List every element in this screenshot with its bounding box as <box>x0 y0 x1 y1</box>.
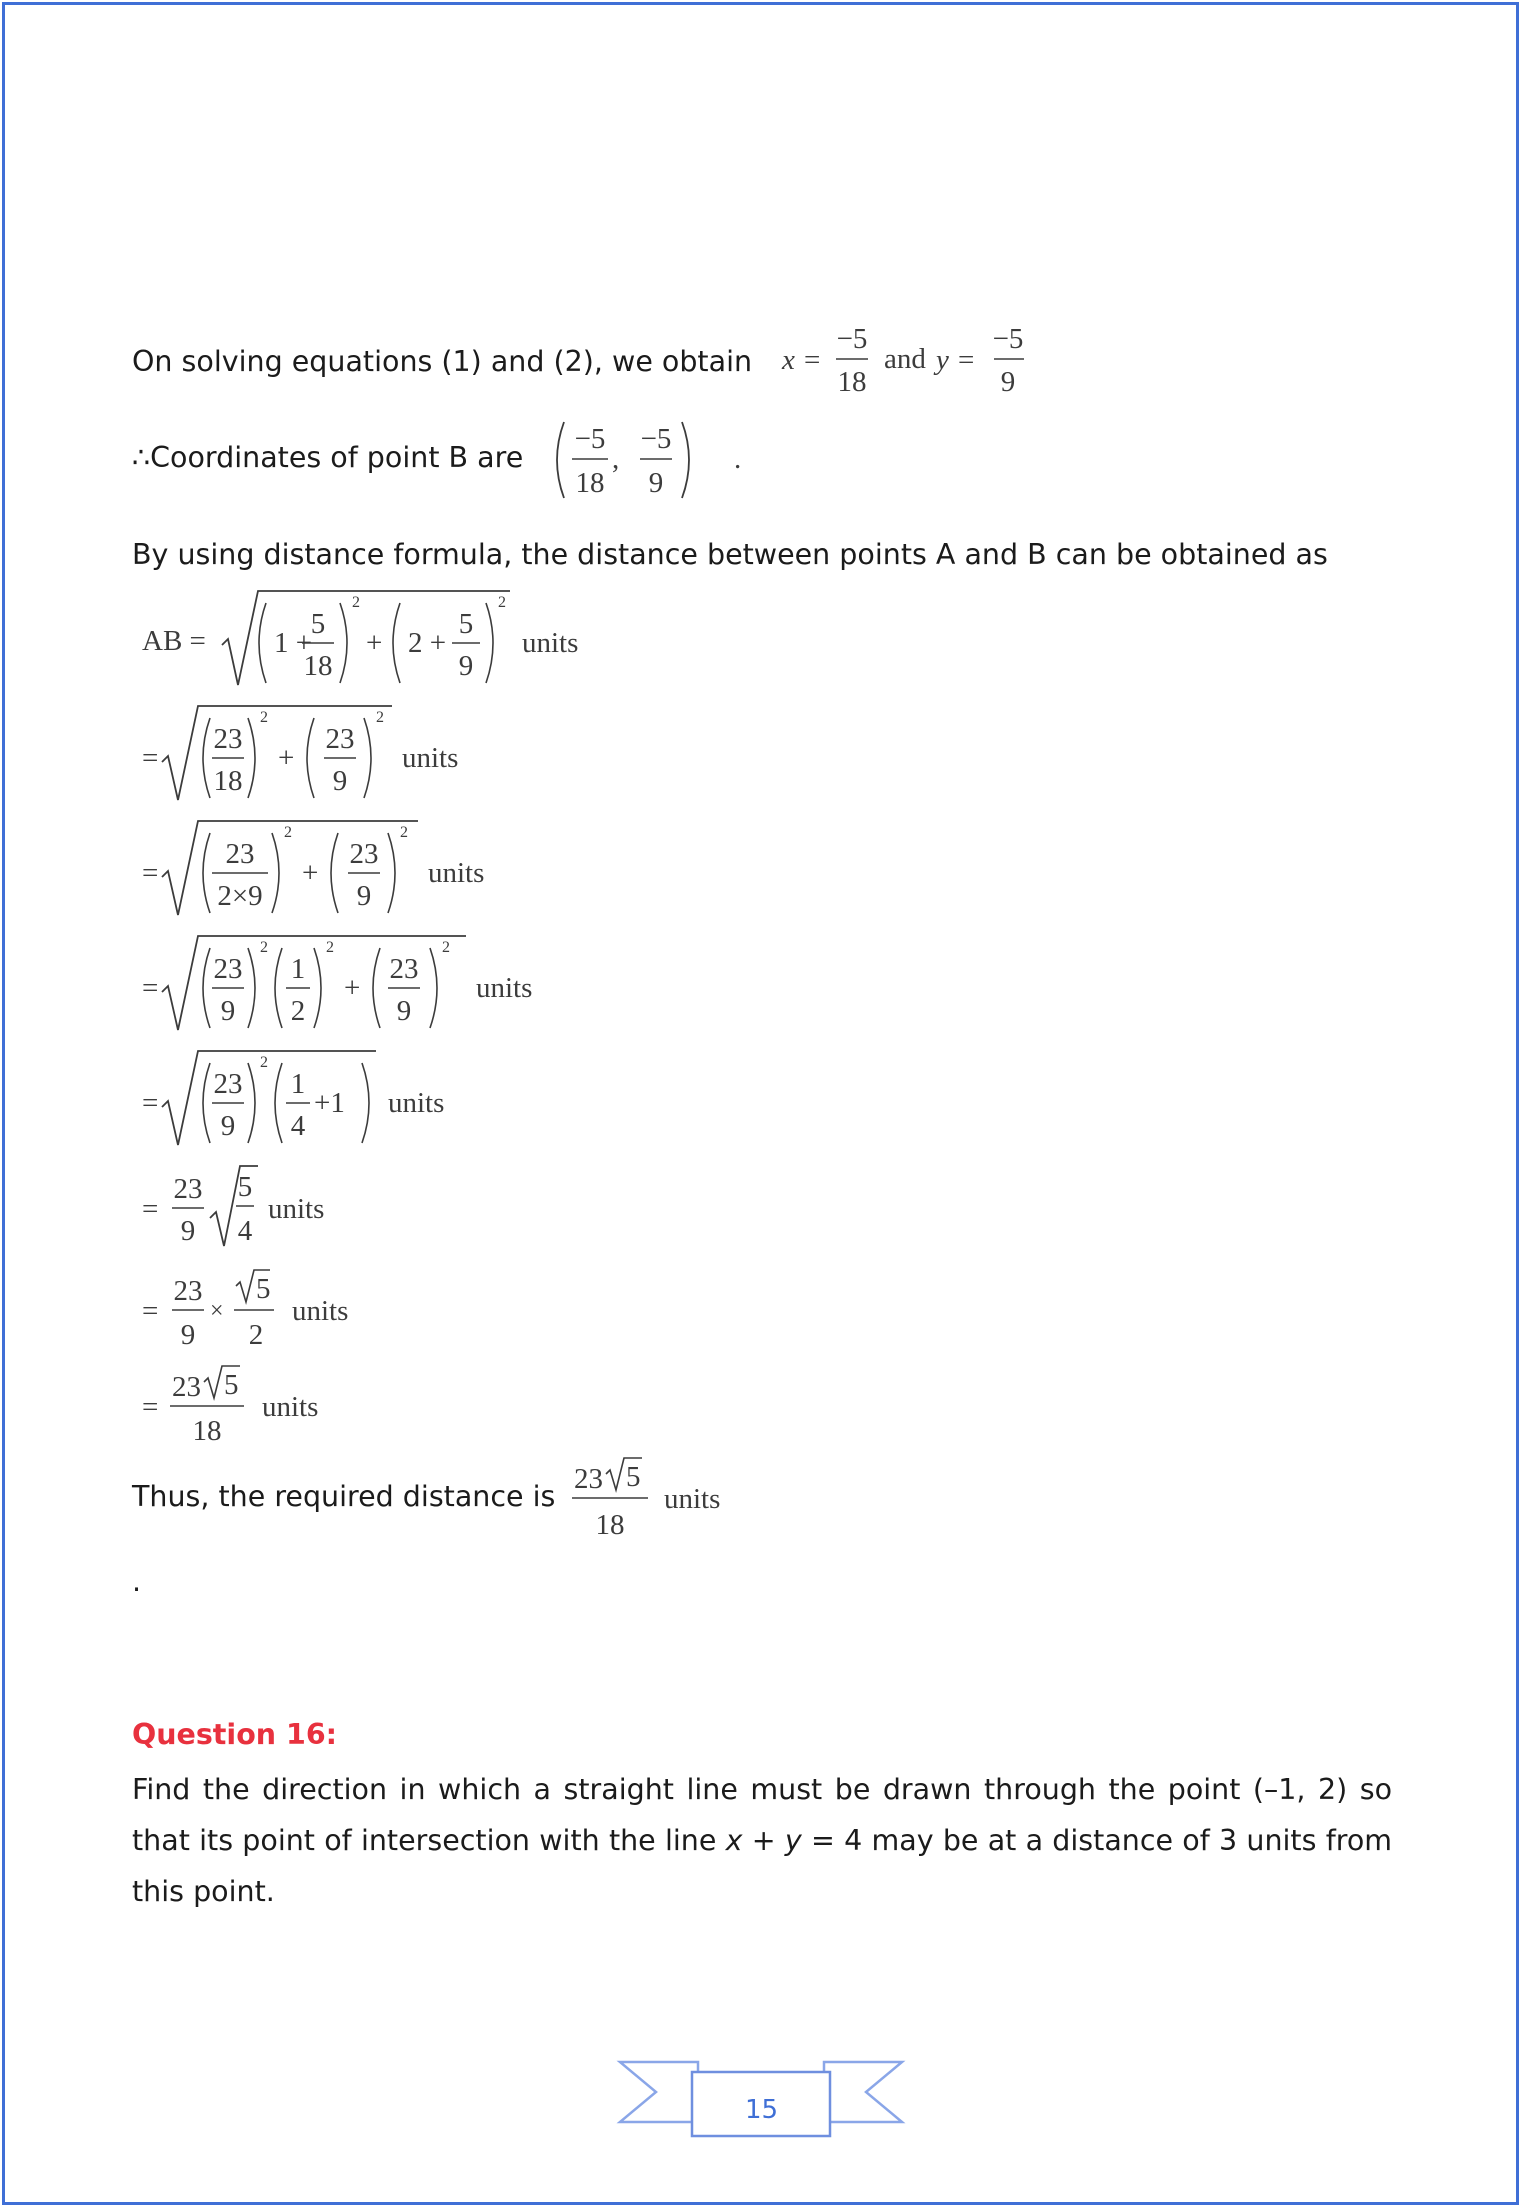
svg-text:23: 23 <box>574 1463 603 1495</box>
svg-text:=: = <box>142 1391 159 1423</box>
coordinates-text: ∴Coordinates of point B are <box>132 441 524 474</box>
svg-text:23: 23 <box>172 1371 201 1403</box>
svg-text:2: 2 <box>400 824 408 841</box>
svg-text:units: units <box>664 1483 721 1515</box>
plus-between: + <box>366 627 383 659</box>
svg-text:=: = <box>142 1087 159 1119</box>
final-distance <box>568 1452 748 1552</box>
svg-text:×: × <box>210 1298 224 1324</box>
svg-text:units: units <box>428 857 485 889</box>
step-8 <box>140 1358 400 1458</box>
x-label: x = <box>782 344 822 376</box>
y-denominator: 9 <box>1000 366 1016 398</box>
step-7 <box>140 1262 400 1362</box>
svg-text:2: 2 <box>260 939 268 956</box>
svg-text:23: 23 <box>225 838 255 870</box>
svg-text:units: units <box>402 742 459 774</box>
solving-text: On solving equations (1) and (2), we obtain <box>132 345 753 378</box>
svg-text:23: 23 <box>213 953 243 985</box>
svg-text:2: 2 <box>376 709 384 726</box>
x-numerator: −5 <box>836 323 868 355</box>
svg-text:9: 9 <box>180 1319 196 1351</box>
frac1-num: 5 <box>310 608 326 640</box>
svg-text:9: 9 <box>332 765 348 797</box>
svg-text:4: 4 <box>237 1215 253 1247</box>
coordinates-period: . <box>734 443 742 475</box>
svg-text:18: 18 <box>192 1415 222 1447</box>
svg-text:=: = <box>142 857 159 889</box>
page-number: 15 <box>745 2095 779 2125</box>
b-y-numerator: −5 <box>640 423 672 455</box>
units-1: units <box>522 627 579 659</box>
svg-text:units: units <box>268 1193 325 1225</box>
svg-text:4: 4 <box>290 1110 306 1142</box>
svg-text:=: = <box>142 972 159 1004</box>
svg-text:units: units <box>262 1391 319 1423</box>
x-denominator: 18 <box>837 366 867 398</box>
svg-text:9: 9 <box>220 995 236 1027</box>
svg-text:23: 23 <box>389 953 419 985</box>
svg-text:5: 5 <box>224 1369 239 1401</box>
svg-text:units: units <box>476 972 533 1004</box>
svg-text:units: units <box>388 1087 445 1119</box>
svg-text:+: + <box>344 972 361 1004</box>
svg-text:2: 2 <box>442 939 450 956</box>
svg-text:=: = <box>142 742 159 774</box>
conclusion-text: Thus, the required distance is <box>132 1480 556 1513</box>
svg-text:+: + <box>302 857 319 889</box>
svg-text:9: 9 <box>356 880 372 912</box>
svg-text:9: 9 <box>220 1110 236 1142</box>
svg-text:=: = <box>142 1193 159 1225</box>
question-text: Find the direction in which a straight line must be drawn through the point (–1, 2) so that its point of intersection with the line x + y = 4 may be at a distance of 3 units from this point. <box>132 1773 1393 1908</box>
svg-text:5: 5 <box>237 1171 253 1203</box>
svg-text:9: 9 <box>180 1215 196 1247</box>
svg-text:+: + <box>278 742 295 774</box>
sq2: 2 <box>498 594 506 611</box>
svg-text:2: 2 <box>290 995 306 1027</box>
svg-text:units: units <box>292 1295 349 1327</box>
svg-text:18: 18 <box>213 765 243 797</box>
right-paren <box>682 422 689 498</box>
b-x-numerator: −5 <box>574 423 606 455</box>
one-plus: 1 + <box>274 627 313 659</box>
svg-text:2: 2 <box>260 709 268 726</box>
left-paren <box>557 422 564 498</box>
svg-text:2×9: 2×9 <box>217 880 263 912</box>
step-2 <box>140 700 500 810</box>
svg-text:2: 2 <box>326 939 334 956</box>
svg-text:,: , <box>612 443 620 475</box>
svg-text:23: 23 <box>213 723 243 755</box>
svg-text:9: 9 <box>396 995 412 1027</box>
b-y-denominator: 9 <box>648 467 664 499</box>
distance-formula-text: By using distance formula, the distance between points A and B can be obtained as <box>132 538 1328 571</box>
ab-label: AB = <box>142 625 206 657</box>
svg-text:=: = <box>142 1295 159 1327</box>
b-x-denominator: 18 <box>575 467 605 499</box>
and-word: and <box>884 343 926 375</box>
svg-text:2: 2 <box>248 1319 264 1351</box>
svg-text:23: 23 <box>213 1068 243 1100</box>
svg-text:+1: +1 <box>314 1087 345 1119</box>
svg-text:23: 23 <box>173 1173 203 1205</box>
ribbon-right-tail <box>824 2062 902 2122</box>
svg-text:5: 5 <box>256 1273 271 1305</box>
step-3 <box>140 815 520 925</box>
svg-text:2: 2 <box>284 824 292 841</box>
step-6 <box>140 1160 400 1260</box>
svg-text:5: 5 <box>626 1461 641 1493</box>
sq1: 2 <box>352 594 360 611</box>
frac2-num: 5 <box>458 608 474 640</box>
frac1-den: 18 <box>303 650 333 682</box>
y-numerator: −5 <box>992 323 1024 355</box>
svg-text:23: 23 <box>325 723 355 755</box>
svg-text:23: 23 <box>349 838 379 870</box>
step-5 <box>140 1045 480 1155</box>
ribbon-left-tail <box>620 2062 698 2122</box>
y-label: y = <box>936 344 976 376</box>
svg-text:18: 18 <box>595 1509 625 1541</box>
step-1-ab-formula <box>140 585 600 695</box>
stray-period: . <box>132 1565 142 1598</box>
two-plus: 2 + <box>408 627 447 659</box>
svg-text:1: 1 <box>290 1068 306 1100</box>
frac2-den: 9 <box>458 650 474 682</box>
svg-text:2: 2 <box>260 1054 268 1071</box>
svg-text:23: 23 <box>173 1275 203 1307</box>
point-b-coordinates <box>548 416 748 506</box>
svg-text:1: 1 <box>290 953 306 985</box>
step-4 <box>140 930 560 1040</box>
question-heading: Question 16: <box>132 1718 338 1751</box>
solution-xy-math <box>776 318 1036 402</box>
